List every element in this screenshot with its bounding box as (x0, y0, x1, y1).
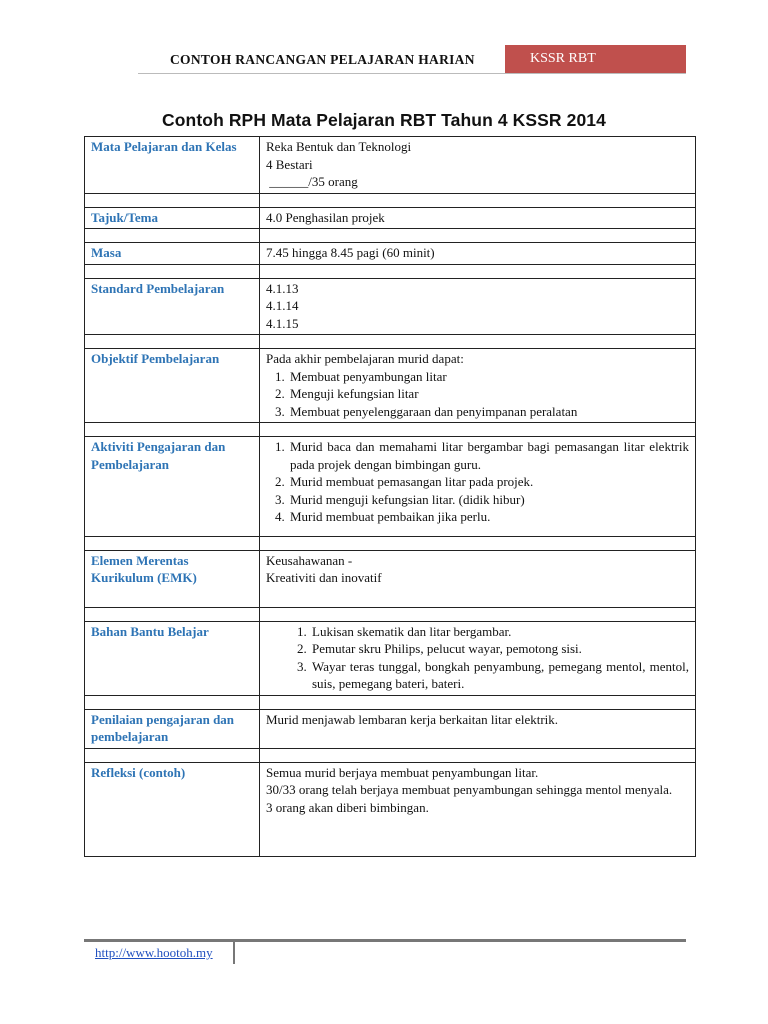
spacer-row (85, 607, 696, 621)
page-header (138, 45, 686, 74)
spacer-row (85, 536, 696, 550)
row-standard (85, 278, 696, 335)
label-aktiviti: Aktiviti Pengajaran dan Pembelajaran (85, 437, 260, 537)
list-item: 1. Lukisan skematik dan litar bergambar. (310, 623, 689, 641)
objektif-intro: Pada akhir pembelajaran murid dapat: (266, 351, 464, 366)
refleksi-line: 30/33 orang telah berjaya membuat penyambungan sehingga mentol menyala. (266, 782, 673, 797)
class-name: 4 Bestari (266, 156, 313, 172)
aktiviti-list (266, 438, 689, 534)
row-tajuk (85, 207, 696, 229)
value-bahan (260, 621, 696, 695)
label-tajuk: Tajuk/Tema (85, 207, 260, 229)
emk-line: Keusahawanan - (266, 552, 353, 568)
value-aktiviti (260, 437, 696, 537)
label-masa: Masa (85, 243, 260, 265)
emk-line: Kreativiti dan inovatif (266, 570, 382, 585)
value-masa: 7.45 hingga 8.45 pagi (60 minit) (260, 243, 696, 265)
label-standard: Standard Pembelajaran (85, 278, 260, 335)
student-count: ______/35 orang (266, 174, 358, 189)
list-item: 1. Membuat penyambungan litar (288, 368, 689, 386)
value-tajuk: 4.0 Penghasilan projek (260, 207, 696, 229)
row-emk (85, 550, 696, 607)
list-item: 3. Murid menguji kefungsian litar. (didik hibur) (288, 491, 689, 509)
label-bahan: Bahan Bantu Belajar (85, 621, 260, 695)
spacer-row (85, 229, 696, 243)
standard-code: 4.1.14 (266, 298, 299, 313)
header-badge: KSSR RBT (505, 45, 686, 73)
standard-code: 4.1.15 (266, 315, 299, 331)
list-item: 2. Menguji kefungsian litar (288, 385, 689, 403)
label-emk: Elemen Merentas Kurikulum (EMK) (85, 550, 260, 607)
label-refleksi: Refleksi (contoh) (85, 762, 260, 856)
value-mata-pelajaran (260, 137, 696, 194)
label-mata-pelajaran: Mata Pelajaran dan Kelas (85, 137, 260, 194)
label-penilaian: Penilaian pengajaran dan pembelajaran (85, 709, 260, 748)
footer-divider (84, 939, 686, 942)
rph-table (84, 136, 696, 857)
objektif-list (266, 368, 689, 421)
row-bahan (85, 621, 696, 695)
footer-link[interactable]: http://www.hootoh.my (95, 945, 213, 960)
value-objektif (260, 349, 696, 423)
value-penilaian: Murid menjawab lembaran kerja berkaitan litar elektrik. (260, 709, 696, 748)
list-item: 3. Wayar teras tunggal, bongkah penyambung, pemegang mentol, mentol, suis, pemegang bateri, bateri. (310, 658, 689, 693)
spacer-row (85, 423, 696, 437)
header-title: CONTOH RANCANGAN PELAJARAN HARIAN (170, 52, 475, 67)
list-item: 2. Murid membuat pemasangan litar pada projek. (288, 473, 689, 491)
spacer-row (85, 264, 696, 278)
row-mata-pelajaran (85, 137, 696, 194)
document-title: Contoh RPH Mata Pelajaran RBT Tahun 4 KSSR 2014 (162, 110, 606, 130)
spacer-row (85, 748, 696, 762)
label-objektif: Objektif Pembelajaran (85, 349, 260, 423)
list-item: 3. Membuat penyelenggaraan dan penyimpanan peralatan (288, 403, 689, 421)
list-item: 2. Pemutar skru Philips, pelucut wayar, pemotong sisi. (310, 640, 689, 658)
value-standard (260, 278, 696, 335)
row-refleksi (85, 762, 696, 856)
list-item: 4. Murid membuat pembaikan jika perlu. (288, 508, 689, 526)
row-objektif (85, 349, 696, 423)
refleksi-line: Semua murid berjaya membuat penyambungan litar. (266, 764, 539, 780)
spacer-row (85, 193, 696, 207)
spacer-row (85, 335, 696, 349)
list-item: 1. Murid baca dan memahami litar bergambar bagi pemasangan litar elektrik pada projek dengan bimbingan guru. (288, 438, 689, 473)
bahan-list (266, 623, 689, 693)
value-refleksi (260, 762, 696, 856)
footer-separator (233, 942, 235, 964)
row-masa (85, 243, 696, 265)
row-aktiviti (85, 437, 696, 537)
refleksi-line: 3 orang akan diberi bimbingan. (266, 799, 429, 815)
value-emk (260, 550, 696, 607)
standard-code: 4.1.13 (266, 280, 299, 296)
subject-name: Reka Bentuk dan Teknologi (266, 139, 412, 154)
spacer-row (85, 695, 696, 709)
row-penilaian (85, 709, 696, 748)
